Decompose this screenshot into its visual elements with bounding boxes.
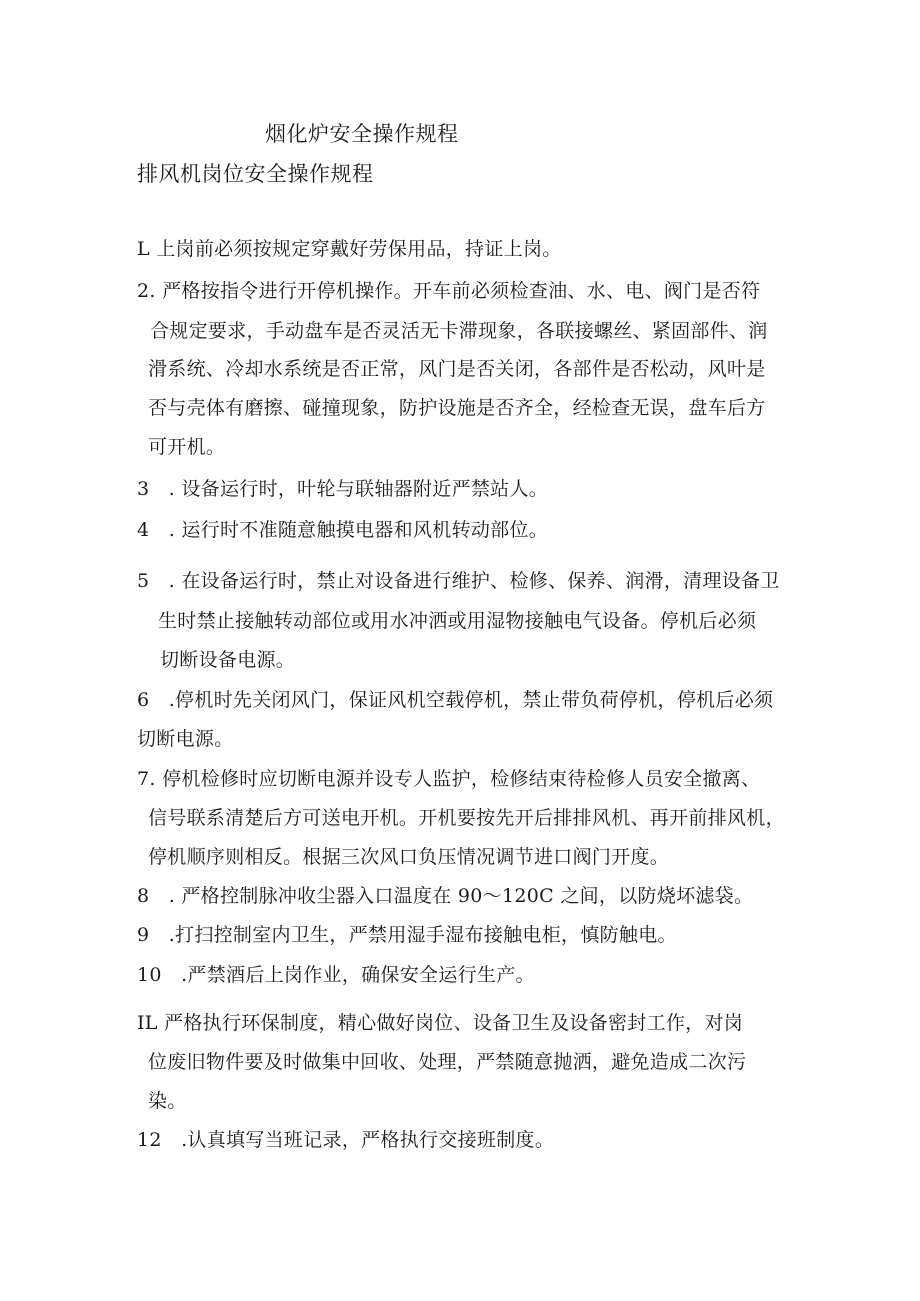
rule-line: 7. 停机检修时应切断电源并设专人监护，检修结束待检修人员安全撤离、 [137,768,761,790]
rule-line: 信号联系清楚后方可送电开机。开机要按先开后排排风机、再开前排风机， [148,807,785,829]
rule-line: 切断电源。 [137,728,234,750]
rule-line: 合规定要求，手动盘车是否灵活无卡滞现象，各联接螺丝、紧固部件、润 [150,320,768,342]
rule-line: 生时禁止接触转动部位或用水冲洒或用湿物接触电气设备。停机后必须 [158,610,757,632]
rule-line: 滑系统、冷却水系统是否正常，风门是否关闭，各部件是否松动，风叶是 [148,358,766,380]
rule-line: 10 .严禁酒后上岗作业，确保安全运行生产。 [137,964,535,986]
rule-line: 2. 严格按指令进行开停机操作。开车前必须检查油、水、电、阀门是否符 [137,280,761,302]
rule-line: L 上岗前必须按规定穿戴好劳保用品，持证上岗。 [137,238,562,260]
rule-line: 切断设备电源。 [160,649,296,671]
rule-line: 停机顺序则相反。根据三次风口负压情况调节进口阀门开度。 [148,846,670,868]
rule-line: 6 .停机时先关闭风门，保证风机空载停机，禁止带负荷停机，停机后必须 [137,689,774,711]
document-subtitle: 排风机岗位安全操作规程 [137,162,374,186]
rule-line: 否与壳体有磨擦、碰撞现象，防护设施是否齐全，经检查无误，盘车后方 [148,397,766,419]
rule-line: 12 .认真填写当班记录，严格执行交接班制度。 [137,1129,555,1151]
rule-line: 3 . 设备运行时，叶轮与联轴器附近严禁站人。 [137,478,549,500]
rule-line: 4 . 运行时不准随意触摸电器和风机转动部位。 [137,519,549,541]
rule-line: IL 严格执行环保制度，精心做好岗位、设备卫生及设备密封工作，对岗 [137,1012,744,1034]
rule-line: 染。 [148,1090,187,1112]
rule-line: 可开机。 [148,436,226,458]
document-title: 烟化炉安全操作规程 [265,122,459,146]
rule-line: 9 .打扫控制室内卫生，严禁用湿手湿布接触电柜，慎防触电。 [137,924,677,946]
rule-line: 5 . 在设备运行时，禁止对设备进行维护、检修、保养、润滑，清理设备卫 [137,570,780,592]
rule-line: 位废旧物件要及时做集中回收、处理，严禁随意抛洒，避免造成二次污 [148,1051,747,1073]
rule-line: 8 . 严格控制脉冲收尘器入口温度在 90～120C 之间，以防烧坏滤袋。 [137,885,754,907]
